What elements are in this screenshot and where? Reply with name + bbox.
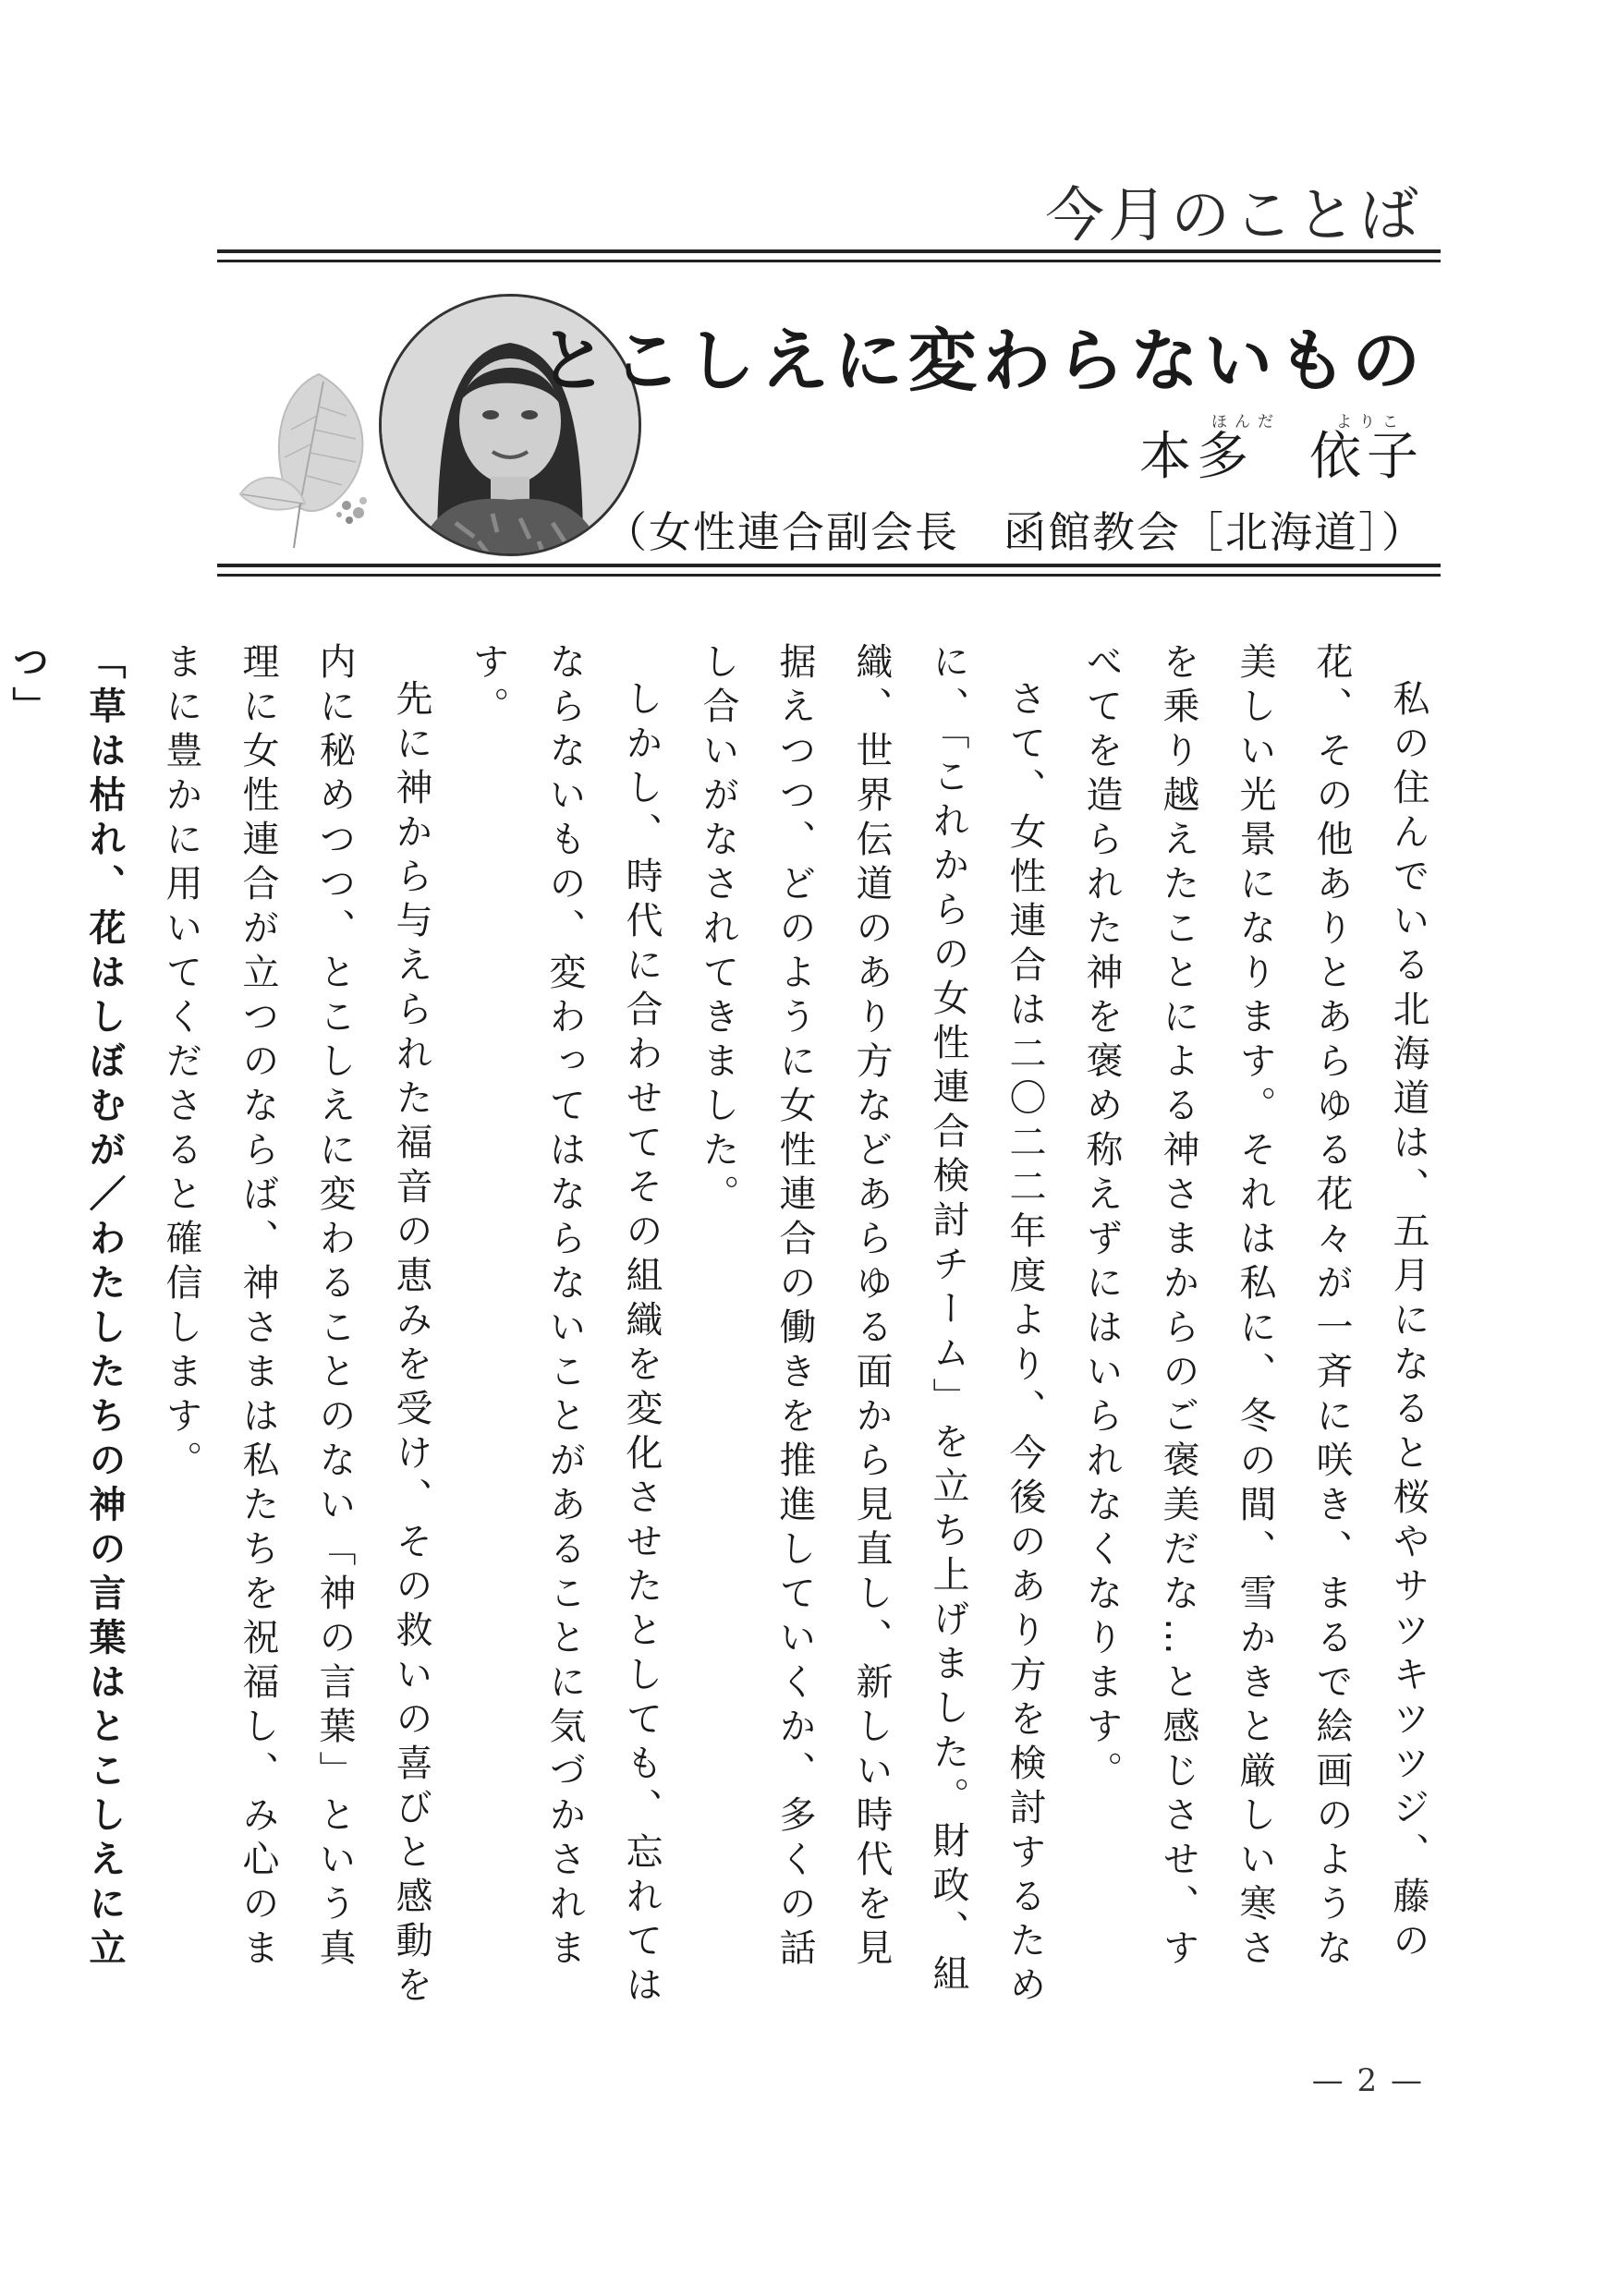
page-number: — 2 — (1311, 2062, 1424, 2099)
author-name-reading (1139, 408, 1424, 429)
author-affiliation: （女性連合副会長 函館教会［北海道］） (604, 507, 1426, 557)
body-paragraph: しかし、時代に合わせてその組織を変化させたとしても、忘れてはならないもの、変わってはならないことがあることに気づかされます。 (467, 642, 663, 2010)
article-title: とこしえに変わらないもの (539, 322, 1426, 401)
header-divider (217, 249, 1441, 262)
body-paragraph: 先に神から与えられた福音の恵みを受け、その救いの喜びと感動を内に秘めつつ、とこしえに変わることのない「神の言葉」という真理に女性連合が立つのならば、神さまは私たちを祝福し、み心のままに豊かに用いてくださると確信します。 (160, 642, 432, 2010)
author-byline (1139, 408, 1424, 486)
article-body (6, 642, 1446, 2010)
body-paragraph: 私の住んでいる北海道は、五月になると桜やサツキツツジ、藤の花、その他ありとあらゆる花々が一斉に咲き、まるで絵画のような美しい光景になります。それは私に、冬の間、雪かきと厳しい寒さを乗り越えたことによる神さまからのご褒美だな…と感じさせ、すべてを造られた神を褒め称えずにはいられなくなります。 (1080, 642, 1429, 1973)
body-divider (217, 564, 1441, 577)
body-paragraph: さて、女性連合は二〇二二年度より、今後のあり方を検討するために、「これからの女性連合検討チーム」を立ち上げました。財政、組織、世界伝道のあり方などあらゆる面から見直し、新しい時代を見据えつつ、どのように女性連合の働きを推進していくか、多くの話し合いがなされてきました。 (697, 642, 1046, 2010)
author-surname: 本多 (1139, 427, 1254, 487)
section-title: 今月のことば (1045, 182, 1422, 250)
author-name (1139, 429, 1424, 486)
surname-reading: ほんだ (1211, 413, 1281, 431)
given-name-reading: よりこ (1336, 413, 1405, 431)
scripture-verse: 「草は枯れ、花はしぼむが／わたしたちの神の言葉はとこしえに立つ」 (6, 642, 126, 1973)
author-given-name: 依子 (1309, 427, 1424, 487)
leaf-illustration-icon (231, 365, 379, 550)
